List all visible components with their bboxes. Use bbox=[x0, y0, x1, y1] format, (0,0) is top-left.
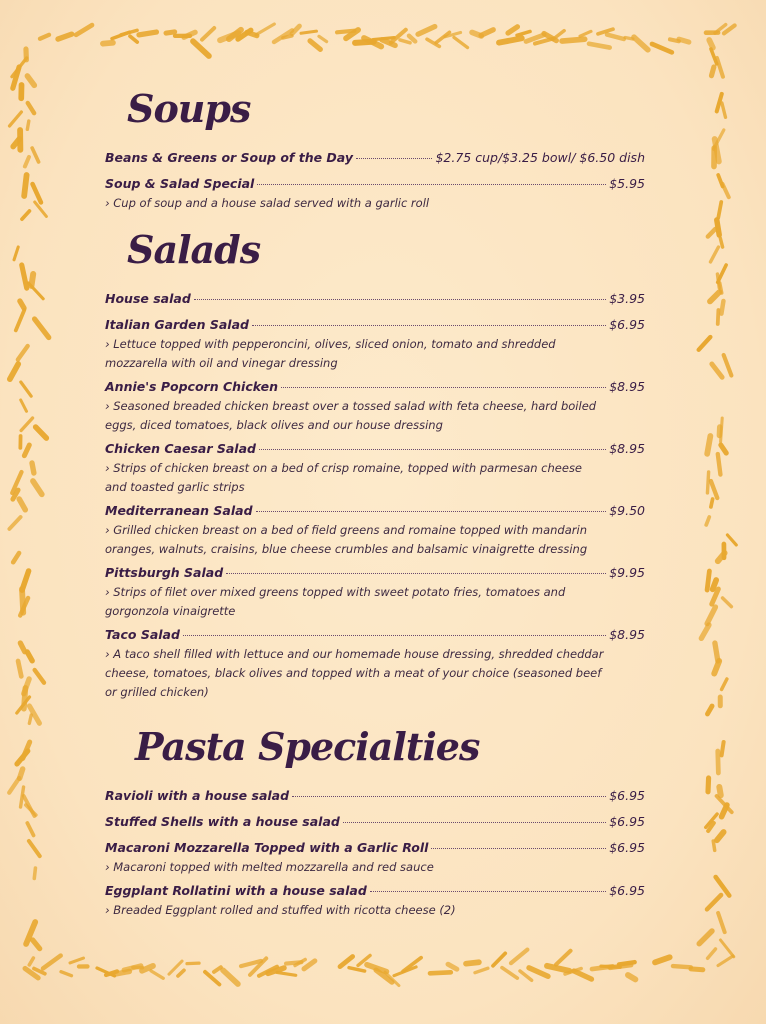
item-price: $8.95 bbox=[609, 379, 645, 394]
item-price: $6.95 bbox=[609, 317, 645, 332]
item-price: $2.75 cup/$3.25 bowl/ $6.50 dish bbox=[435, 150, 645, 165]
section-title-pasta: Pasta Specialties bbox=[135, 724, 480, 769]
item-description: › Strips of filet over mixed greens topped with sweet potato fries, tomatoes and gorgonzola vinaigrette bbox=[105, 585, 566, 618]
item-price: $3.95 bbox=[609, 291, 645, 306]
item-description: › Grilled chicken breast on a bed of field greens and romaine topped with mandarin oranges, walnuts, craisins, blue cheese crumbles and balsamic vinaigrette dressing bbox=[105, 523, 588, 556]
item-name: Chicken Caesar Salad bbox=[105, 441, 256, 456]
menu-item bbox=[105, 883, 645, 920]
item-description: › Seasoned breaded chicken breast over a tossed salad with feta cheese, hard boiled eggs, diced tomatoes, black olives and our house dressing bbox=[105, 399, 597, 432]
item-price: $6.95 bbox=[609, 814, 645, 829]
item-price: $6.95 bbox=[609, 788, 645, 803]
item-price: $8.95 bbox=[609, 627, 645, 642]
menu-item bbox=[105, 840, 645, 877]
menu-item bbox=[105, 150, 645, 166]
item-price: $6.95 bbox=[609, 840, 645, 855]
item-price: $9.95 bbox=[609, 565, 645, 580]
item-name: Macaroni Mozzarella Topped with a Garlic Roll bbox=[105, 840, 429, 855]
item-name: Ravioli with a house salad bbox=[105, 788, 290, 803]
item-price: $8.95 bbox=[609, 441, 645, 456]
menu-item bbox=[105, 379, 645, 435]
item-name: Taco Salad bbox=[105, 627, 180, 642]
pasta-section bbox=[105, 724, 645, 920]
section-title-salads: Salads bbox=[127, 227, 261, 272]
menu-item bbox=[105, 565, 645, 621]
item-description: › Macaroni topped with melted mozzarella and red sauce bbox=[105, 860, 434, 874]
item-name: Eggplant Rollatini with a house salad bbox=[105, 883, 367, 898]
item-name: House salad bbox=[105, 291, 191, 306]
menu-item bbox=[105, 627, 645, 702]
soups-section bbox=[105, 86, 645, 213]
item-name: Annie's Popcorn Chicken bbox=[105, 379, 278, 394]
menu-item bbox=[105, 176, 645, 213]
menu-item bbox=[105, 814, 645, 830]
item-description: › Strips of chicken breast on a bed of crisp romaine, topped with parmesan cheese and toasted garlic strips bbox=[105, 461, 583, 494]
item-price: $6.95 bbox=[609, 883, 645, 898]
menu-item bbox=[105, 291, 645, 307]
item-description: › Lettuce topped with pepperoncini, olives, sliced onion, tomato and shredded mozzarella with oil and vinegar dressing bbox=[105, 337, 556, 370]
item-name: Mediterranean Salad bbox=[105, 503, 253, 518]
item-name: Stuffed Shells with a house salad bbox=[105, 814, 340, 829]
salads-section bbox=[105, 227, 645, 702]
menu-item bbox=[105, 503, 645, 559]
section-title-soups: Soups bbox=[127, 86, 251, 131]
item-name: Soup & Salad Special bbox=[105, 176, 255, 191]
menu-item bbox=[105, 317, 645, 373]
menu-item bbox=[105, 441, 645, 497]
menu-content bbox=[105, 86, 645, 926]
item-price: $5.95 bbox=[609, 176, 645, 191]
item-description: › Cup of soup and a house salad served with a garlic roll bbox=[105, 196, 430, 210]
item-name: Pittsburgh Salad bbox=[105, 565, 224, 580]
menu-item bbox=[105, 788, 645, 804]
item-name: Italian Garden Salad bbox=[105, 317, 249, 332]
item-price: $9.50 bbox=[609, 503, 645, 518]
item-name: Beans & Greens or Soup of the Day bbox=[105, 150, 354, 165]
item-description: › Breaded Eggplant rolled and stuffed with ricotta cheese (2) bbox=[105, 903, 456, 917]
item-description: › A taco shell filled with lettuce and our homemade house dressing, shredded cheddar cheese, tomatoes, black olives and topped with a meat of your choice (seasoned beef or grilled chicken) bbox=[105, 647, 604, 699]
